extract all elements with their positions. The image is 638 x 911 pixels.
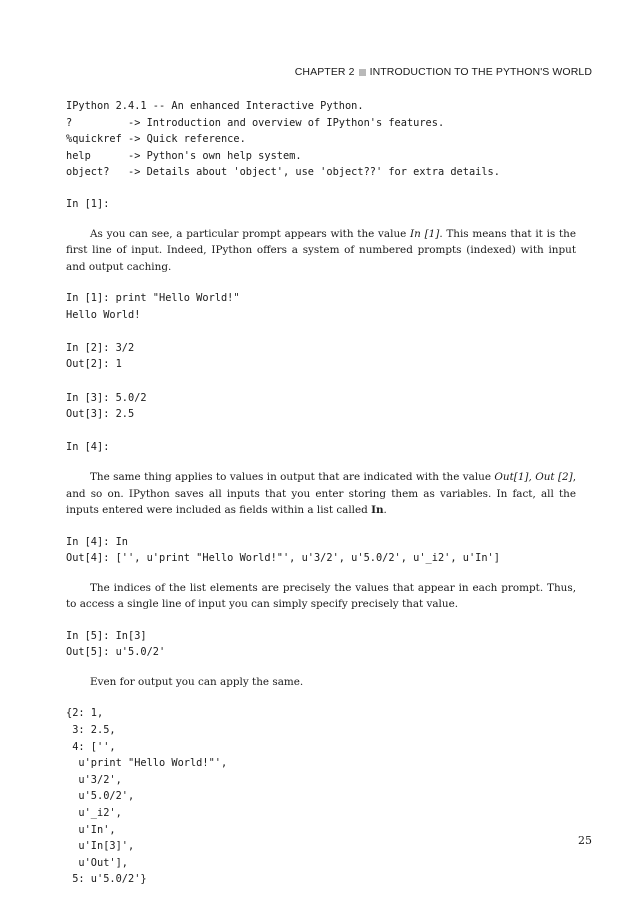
inline-out-ref-2: Out [2]	[535, 471, 573, 483]
paragraph-text: .	[383, 504, 387, 516]
page-body	[66, 98, 576, 888]
paragraph-output-same: Even for output you can apply the same.	[90, 675, 304, 688]
chapter-title: INTRODUCTION TO THE PYTHON'S WORLD	[369, 66, 592, 78]
code-block-ipython-banner: IPython 2.4.1 -- An enhanced Interactive Python. ? -> Introduction and overview of IPython's features. %quickref -> Quick reference. help -> Python's own help system. object? -> Details about 'object', use 'object??' for extra details.	[66, 100, 500, 179]
paragraph-text: ,	[528, 471, 536, 483]
code-block-prompts-session: In [1]: print "Hello World!" Hello World! In [2]: 3/2 Out[2]: 1 In [3]: 5.0/2 Out[3]: 2.5 In [4]:	[66, 292, 240, 454]
inline-out-ref-1: Out[1]	[494, 471, 529, 483]
paragraph-text: The same thing applies to values in output that are indicated with the value	[90, 471, 495, 483]
paragraph-numbered-prompts	[66, 226, 576, 276]
paragraph-list-indices: The indices of the list elements are precisely the values that appear in each prompt. Thus, to access a single line of input you can simply specify precisely that value.	[66, 581, 576, 611]
page-number: 25	[578, 834, 592, 847]
separator-square-icon	[359, 69, 366, 76]
paragraph-output-values	[66, 469, 576, 519]
paragraph-text: , and so on. IPython saves all inputs that you enter storing them as variables. In fact, all the inputs entered were included as fields within a list called	[66, 471, 576, 516]
paragraph-text: . This means that it is the first line of input. Indeed, IPython offers a system of numbered prompts (indexed) with input and output caching.	[66, 227, 577, 273]
code-block-in-list: In [4]: In Out[4]: ['', u'print "Hello World!"', u'3/2', u'5.0/2', u'_i2', u'In']	[66, 535, 500, 565]
code-block-in-index: In [5]: In[3] Out[5]: u'5.0/2'	[66, 629, 166, 659]
code-block-prompt-1: In [1]:	[66, 197, 110, 210]
running-head	[295, 66, 592, 78]
inline-in-ref: In	[371, 504, 384, 516]
paragraph-text: As you can see, a particular prompt appears with the value	[90, 227, 411, 240]
code-block-out-dict: {2: 1, 3: 2.5, 4: ['', u'print "Hello World!"', u'3/2', u'5.0/2', u'_i2', u'In', u'In[3]', u'Out'], 5: u'5.0/2'}	[66, 707, 228, 886]
inline-prompt-ref: In [1]	[410, 227, 440, 240]
chapter-label: CHAPTER 2	[294, 66, 355, 78]
